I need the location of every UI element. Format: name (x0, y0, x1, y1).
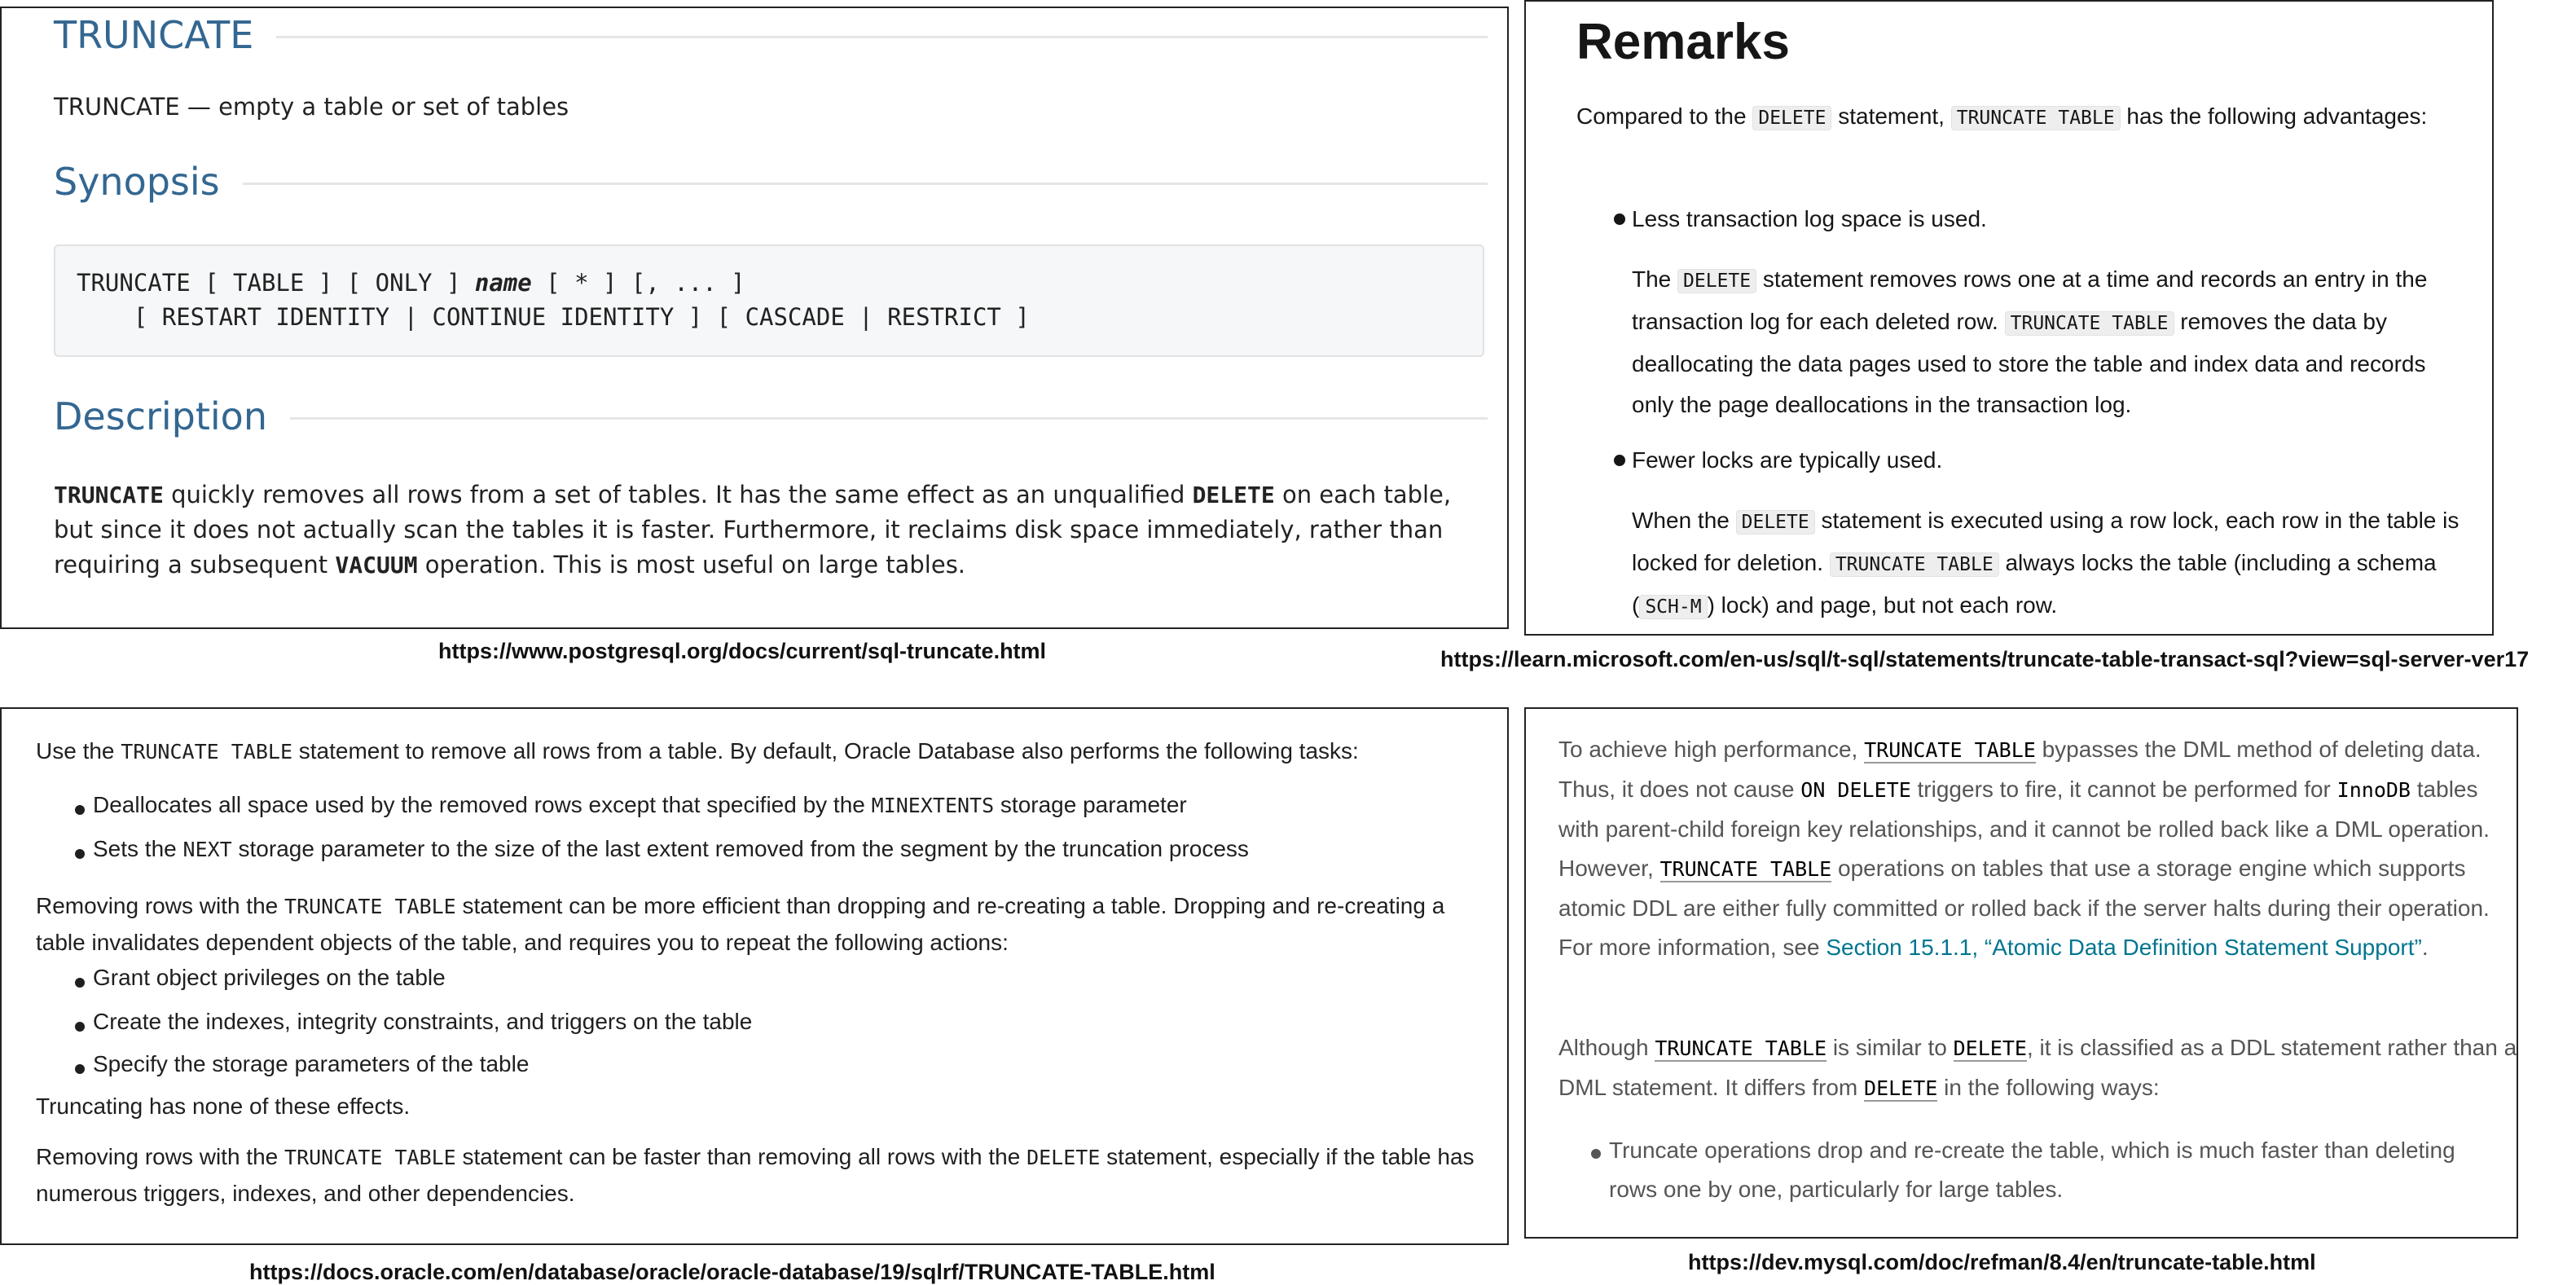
or-bullet-icon (75, 1064, 85, 1074)
my-source-url[interactable]: https://dev.mysql.com/doc/refman/8.4/en/truncate-table.html (1688, 1250, 2316, 1274)
ms-intro-paragraph: Compared to the DELETE statement, TRUNCATE TABLE has the following advantages: (1576, 103, 2428, 129)
my-list-item-1: Truncate operations drop and re-create the table, which is much faster than deleting rows one by one, particularly for large tables. (1609, 1138, 2455, 1202)
my-paragraph-1: To achieve high performance, TRUNCATE TABLE bypasses the DML method of deleting data. Thus, it does not cause ON DELETE triggers to fire, it cannot be performed for InnoDB tables with parent-child foreign key relationships, and it cannot be rolled back like a DML operation. However, TRUNCATE TABLE operations on tables that use a storage engine which supports atomic DDL are either fully committed or rolled back if the server halts during their operation. For more information, see Section 15.1.1, “Atomic Data Definition Statement Support”. (1558, 737, 2490, 960)
or-paragraph-4: Removing rows with the TRUNCATE TABLE statement can be faster than removing all rows with the DELETE statement, especially if the table has numerous triggers, indexes, and other dependencies. (36, 1144, 1475, 1206)
or-list-item-3: Grant object privileges on the table (93, 965, 446, 990)
or-bullet-icon (75, 805, 85, 815)
or-bullet-icon (75, 849, 85, 859)
pg-description-heading: Description (54, 394, 1488, 438)
ms-source-url[interactable]: https://learn.microsoft.com/en-us/sql/t-sql/statements/truncate-table-transact-sql?view=sql-server-ver17 (1440, 647, 2530, 671)
mysql-doc-panel (1524, 707, 2518, 1239)
ms-bullet-icon (1614, 213, 1625, 225)
my-atomic-ddl-link[interactable]: Section 15.1.1, “Atomic Data Definition Statement Support” (1826, 935, 2422, 960)
pg-subtitle: TRUNCATE — empty a table or set of tables (54, 93, 569, 121)
my-bullet-icon (1591, 1149, 1601, 1159)
or-paragraph-2: Removing rows with the TRUNCATE TABLE statement can be more efficient than dropping and re-creating a table. Dropping and re-creating a table invalidates dependent objects of the table, and requires you to repeat the following actions: (36, 893, 1445, 955)
postgres-doc-panel (0, 7, 1509, 629)
ms-bullet-icon (1614, 455, 1625, 466)
or-bullet-icon (75, 978, 85, 988)
or-list-item-4: Create the indexes, integrity constraints, and triggers on the table (93, 1009, 753, 1034)
pg-description-text: TRUNCATE quickly removes all rows from a set of tables. It has the same effect as an unqualified DELETE on each table, but since it does not actually scan the tables it is faster. Furthermore, it reclaims disk space immediately, rather than requiring a subsequent VACUUM operation. This is most useful on large tables. (54, 481, 1452, 579)
or-list-item-1: Deallocates all space used by the removed rows except that specified by the MINEXTENTS storage parameter (93, 792, 1187, 817)
my-paragraph-2: Although TRUNCATE TABLE is similar to DELETE, it is classified as a DDL statement rather than a DML statement. It differs from DELETE in the following ways: (1558, 1035, 2517, 1100)
or-paragraph-3: Truncating has none of these effects. (36, 1094, 411, 1119)
pg-source-url[interactable]: https://www.postgresql.org/docs/current/sql-truncate.html (438, 639, 1047, 663)
ms-bullet-2-detail: When the DELETE statement is executed using a row lock, each row in the table is locked for deletion. TRUNCATE TABLE always locks the table (including a schema ( SCH-M ) lock) and page, but not each row. (1632, 508, 2460, 618)
pg-title-heading: TRUNCATE (54, 13, 1488, 57)
or-bullet-icon (75, 1022, 85, 1032)
ms-bullet-2: Fewer locks are typically used. (1632, 447, 1943, 473)
ms-bullet-1: Less transaction log space is used. (1632, 206, 1987, 231)
or-list-item-2: Sets the NEXT storage parameter to the size of the last extent removed from the segment by the truncation process (93, 836, 1249, 861)
microsoft-doc-panel (1524, 0, 2494, 636)
oracle-doc-panel (0, 707, 1509, 1245)
ms-remarks-heading: Remarks (1576, 14, 1790, 70)
or-paragraph-1: Use the TRUNCATE TABLE statement to remove all rows from a table. By default, Oracle Database also performs the following tasks: (36, 738, 1359, 764)
or-source-url[interactable]: https://docs.oracle.com/en/database/oracle/oracle-database/19/sqlrf/TRUNCATE-TABLE.html (249, 1260, 1215, 1284)
ms-bullet-1-detail: The DELETE statement removes rows one at a time and records an entry in the transaction log for each deleted row. TRUNCATE TABLE removes the data by deallocating the data pages used to store the table and index data and records only the page deallocations in the transaction log. (1632, 266, 2428, 417)
pg-synopsis-code: TRUNCATE [ TABLE ] [ ONLY ] name [ * ] [, ... ] [ RESTART IDENTITY | CONTINUE IDENTITY ] [ CASCADE | RESTRICT ] (54, 244, 1484, 357)
or-list-item-5: Specify the storage parameters of the table (93, 1051, 530, 1076)
pg-synopsis-heading: Synopsis (54, 160, 1488, 204)
